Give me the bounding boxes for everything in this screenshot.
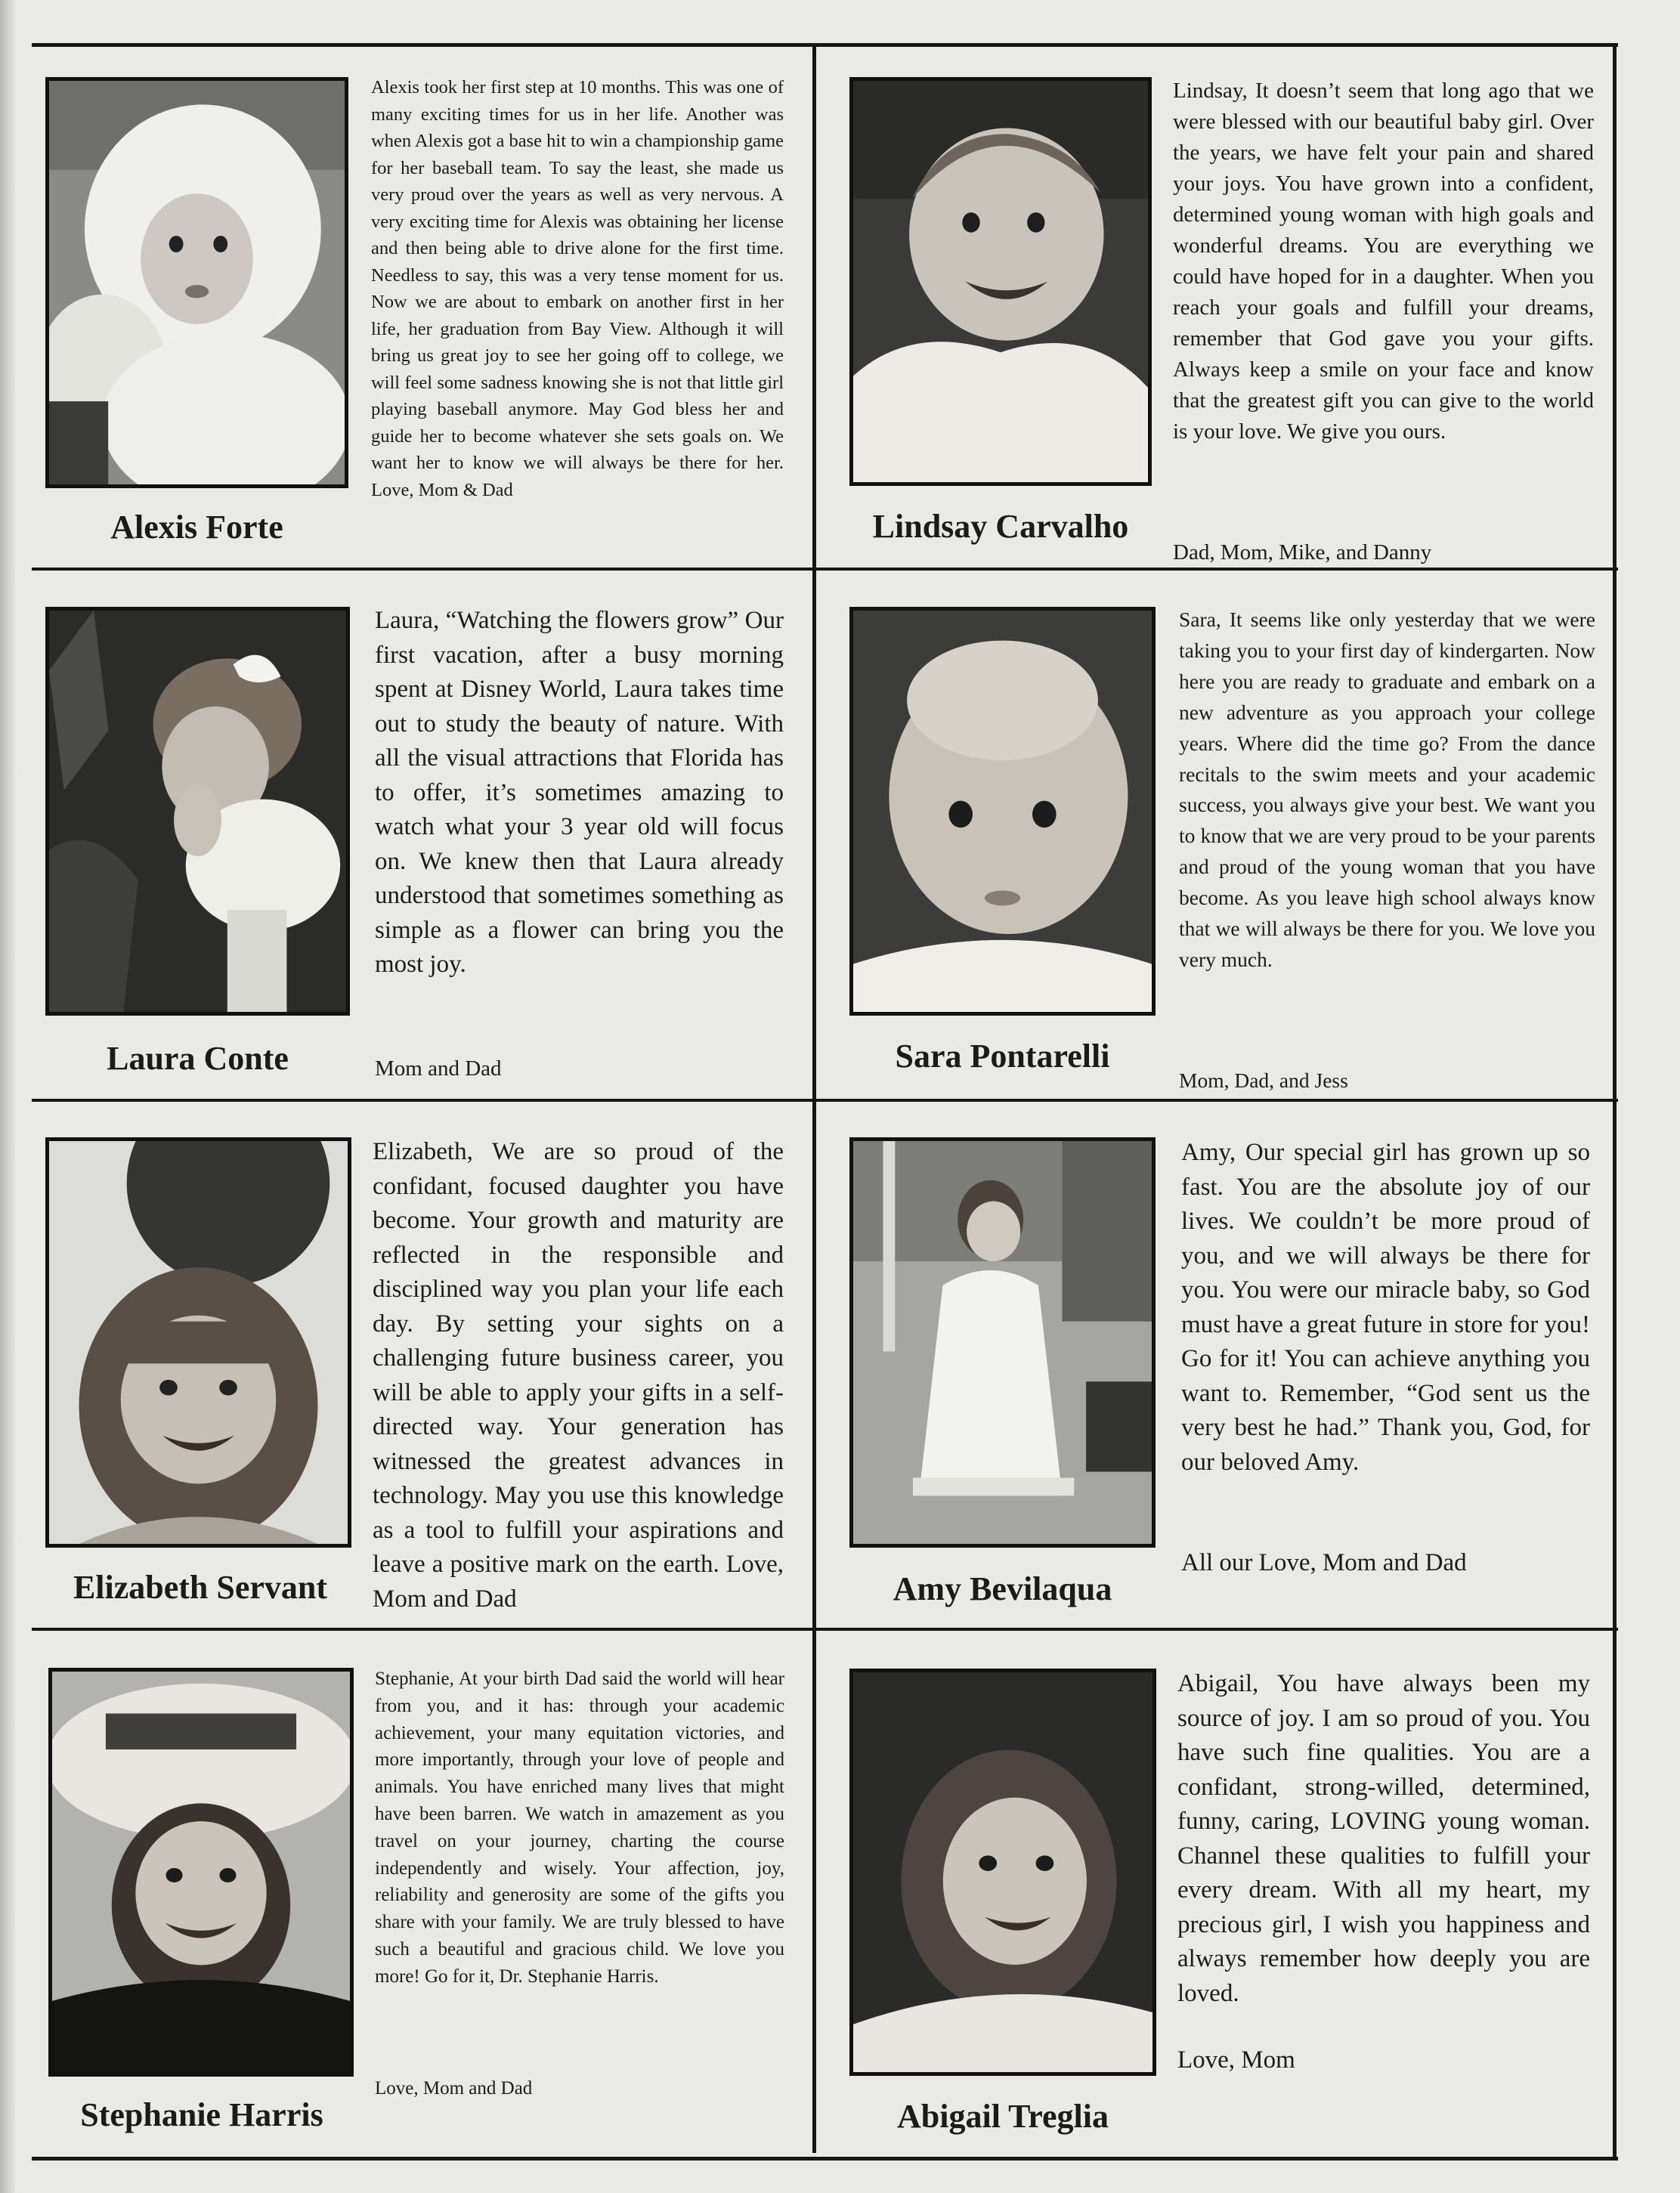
- toddler-in-white-dress-photo: [849, 1137, 1156, 1548]
- student-name: Stephanie Harris: [80, 2096, 323, 2133]
- page-binding-edge: [0, 0, 15, 2193]
- tribute-message: Laura, “Watching the flowers grow” Our first vacation, after a busy morning spent at Disney World, Laura takes time out to study the beauty of nature. With all the visual attractions that Florida has to offer, it’s sometimes amazing to watch what your 3 year old will focus on. We knew then that Laura already understood that sometimes something as simple as a flower can bring you the most joy.: [375, 607, 784, 978]
- tribute-message: Abigail, You have always been my source of joy. I am so proud of you. You have such fine qualities. You are a confidant, strong-willed, determined, funny, caring, LOVING young woman. Channel these qualities to fulfill your every dream. With all my heart, my precious girl, I wish you happiness and always remember how deeply you are loved.: [1177, 1670, 1590, 2007]
- tribute-message: Alexis took her first step at 10 months. This was one of many exciting times for us in her life. Another was when Alexis got a base hit to win a championship game for her baseball team. To say the least, she made us very proud over the years as well as very nervous. A very exciting time for Alexis was obtaining her license and then being able to drive alone for the first time. Needless to say, this was a very tense moment for us. Now we are about to embark on another first in her life, her graduation from Bay View. Although it will bring us great joy to see her going off to college, we will feel some sadness knowing she is not that little girl playing baseball anymore. May God bless her and guide her to become whatever she sets goals on. We want her to know we will always be there for her. Love, Mom & Dad: [371, 77, 784, 500]
- tribute-message: Stephanie, At your birth Dad said the world will hear from you, and it has: through your academic achievement, your many equitation victories, and more importantly, through your love of people and animals. You have enriched many lives that might have been barren. We watch in amazement as you travel on your journey, charting the course independently and wisely. Your affection, joy, reliability and generosity are some of the gifts you share with your family. We are truly blessed to have such a beautiful and gracious child. We love you more! Go for it, Dr. Stephanie Harris.: [375, 1669, 784, 1987]
- smiling-baby-photo: [849, 77, 1152, 486]
- student-name: Elizabeth Servant: [73, 1569, 328, 1606]
- tribute-signature: Mom, Dad, and Jess: [1179, 1069, 1348, 1092]
- tribute-signature: Dad, Mom, Mike, and Danny: [1173, 540, 1432, 564]
- grid-rule-top: [32, 43, 1618, 47]
- student-name: Abigail Treglia: [897, 2098, 1109, 2135]
- student-name: Sara Pontarelli: [895, 1038, 1110, 1075]
- smiling-toddler-photo: [849, 1669, 1156, 2076]
- tribute-message: Elizabeth, We are so proud of the confidant, focused daughter you have become. Your growth and maturity are reflected in the responsible and disciplined way you plan your life each day. By setting your sights on a challenging future business career, you will be able to apply your gifts in a self-directed way. Your generation has witnessed the greatest advances in technology. May you use this knowledge as a tool to fulfill your aspirations and leave a positive mark on the earth. Love, Mom and Dad: [373, 1138, 784, 1613]
- girl-in-sun-hat-photo: [48, 1668, 354, 2077]
- grid-rule-bottom: [32, 2157, 1618, 2161]
- tribute-signature: All our Love, Mom and Dad: [1181, 1549, 1467, 1576]
- tribute-message: Lindsay, It doesn’t seem that long ago that we were blessed with our beautiful baby girl. Over the years, we have felt your pain and shared your joys. You have grown into a confident, determined young woman with high goals and wonderful dreams. You are everything we could have hoped for in a daughter. When you reach your goals and fulfill your dreams, remember that God gave you your gifts. Always keep a smile on your face and know that the greatest gift you can give to the world is your love. We give you ours.: [1173, 79, 1594, 444]
- toddler-with-flowers-photo: [45, 607, 350, 1016]
- grid-rule-row-2: [32, 1099, 1618, 1102]
- tribute-message: Amy, Our special girl has grown up so fast. You are the absolute joy of our lives. We couldn’t be more proud of you, and we will always be there for you. You were our miracle baby, so God must have a great future in store for you! Go for it! You can achieve anything you want to. Remember, “God sent us the very best he had.” Thank you, God, for our beloved Amy.: [1181, 1139, 1590, 1476]
- tribute-signature: Mom and Dad: [375, 1056, 502, 1081]
- grid-rule-right: [1613, 43, 1617, 2161]
- tribute-signature: Love, Mom: [1177, 2046, 1295, 2074]
- student-name: Lindsay Carvalho: [872, 508, 1129, 545]
- student-name: Laura Conte: [107, 1040, 289, 1077]
- tribute-message: Sara, It seems like only yesterday that we were taking you to your first day of kindergarten. Now here you are ready to graduate and embark on a new adventure as you approach your college years. Where did the time go? From the dance recitals to the swim meets and your academic success, you always give your best. We want you to know that we are very proud to be your parents and proud of the young woman that you have become. As you leave high school always know that we will always be there for you. We love you very much.: [1179, 608, 1595, 971]
- student-name: Amy Bevilaqua: [893, 1570, 1112, 1607]
- girl-with-bangs-photo: [45, 1137, 351, 1548]
- baby-in-fur-hood-photo: [45, 77, 348, 488]
- student-name: Alexis Forte: [110, 509, 283, 546]
- tribute-signature: Love, Mom and Dad: [375, 2078, 533, 2099]
- baby-portrait-photo: [849, 607, 1156, 1016]
- grid-rule-center: [812, 43, 816, 2153]
- grid-rule-row-3: [32, 1628, 1618, 1631]
